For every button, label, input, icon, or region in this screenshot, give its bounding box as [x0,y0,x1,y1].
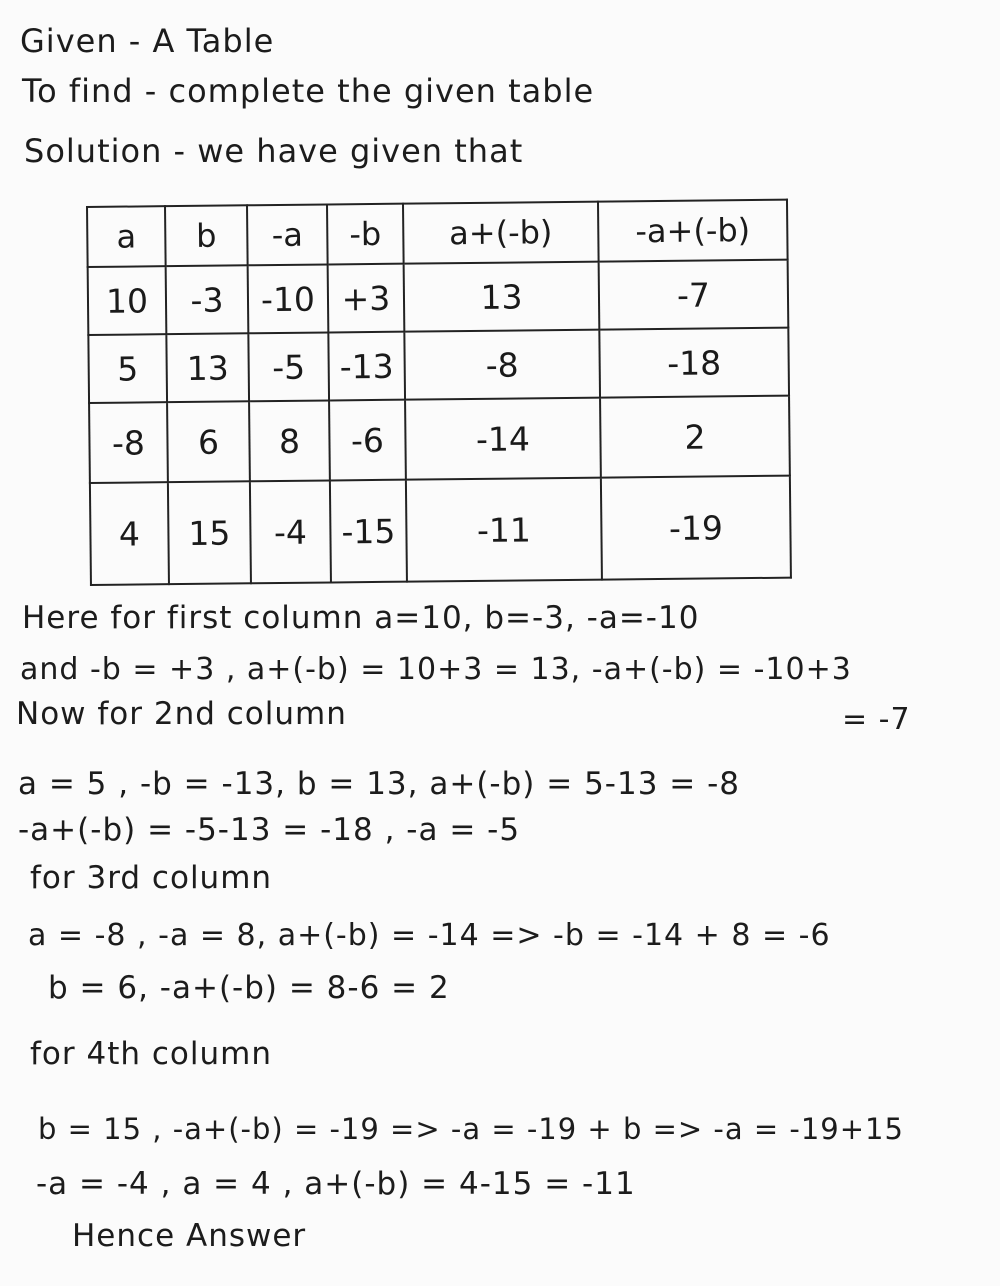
answer-table [86,199,790,582]
table-cell: 6 [167,401,250,482]
table-cell: -4 [250,480,331,583]
table-row [90,476,791,585]
table-cell: -7 [599,260,789,330]
table-cell: -3 [166,265,249,334]
work-line: and -b = +3 , a+(-b) = 10+3 = 13, -a+(-b) = -10+3 [20,652,852,687]
to-find-line: To find - complete the given table [22,72,595,110]
given-line: Given - A Table [20,22,275,60]
table-cell: -6 [329,400,406,481]
header-cell: -b [327,204,404,265]
table-cell: -11 [406,478,602,582]
table-cell: 13 [166,333,249,402]
work-line: b = 6, -a+(-b) = 8-6 = 2 [48,970,450,1006]
table-cell: 2 [600,396,790,478]
table-cell: 13 [404,262,600,332]
work-line: a = 5 , -b = -13, b = 13, a+(-b) = 5-13 = -8 [18,766,741,802]
table-cell: -8 [404,330,600,400]
table-cell: 4 [90,482,169,585]
table-cell: -15 [330,480,407,583]
conclusion-line: Hence Answer [72,1218,307,1254]
work-line: b = 15 , -a+(-b) = -19 => -a = -19 + b => -a = -19+15 [38,1112,904,1146]
work-line: for 3rd column [30,860,273,896]
table-row [88,328,789,403]
table-header-row [87,200,788,267]
header-cell: b [165,205,248,266]
table-row [89,396,790,483]
header-cell: a [87,206,166,267]
table-cell: -19 [601,476,791,580]
work-line: Here for first column a=10, b=-3, -a=-10 [22,600,700,636]
work-line: Now for 2nd column [16,696,347,732]
table-cell: -8 [89,402,168,483]
table-cell: +3 [328,264,405,333]
work-line: -a = -4 , a = 4 , a+(-b) = 4-15 = -11 [36,1166,636,1202]
header-cell: -a [247,204,328,265]
table-cell: -13 [328,332,405,401]
solution-line: Solution - we have given that [24,132,524,170]
work-line: a = -8 , -a = 8, a+(-b) = -14 => -b = -14 + 8 = -6 [28,918,831,953]
header-cell: a+(-b) [403,202,599,264]
table-cell: 15 [168,481,251,584]
table-cell: -14 [405,398,601,480]
work-line: = -7 [842,702,911,737]
table-cell: -10 [248,264,329,333]
table-row [88,260,789,335]
work-line: for 4th column [30,1036,272,1072]
header-cell: -a+(-b) [598,200,788,262]
table-cell: 10 [88,266,167,335]
table-cell: 8 [249,400,330,481]
table-cell: 5 [88,334,167,403]
table-cell: -5 [248,332,329,401]
work-line: -a+(-b) = -5-13 = -18 , -a = -5 [18,812,521,848]
table-cell: -18 [599,328,789,398]
